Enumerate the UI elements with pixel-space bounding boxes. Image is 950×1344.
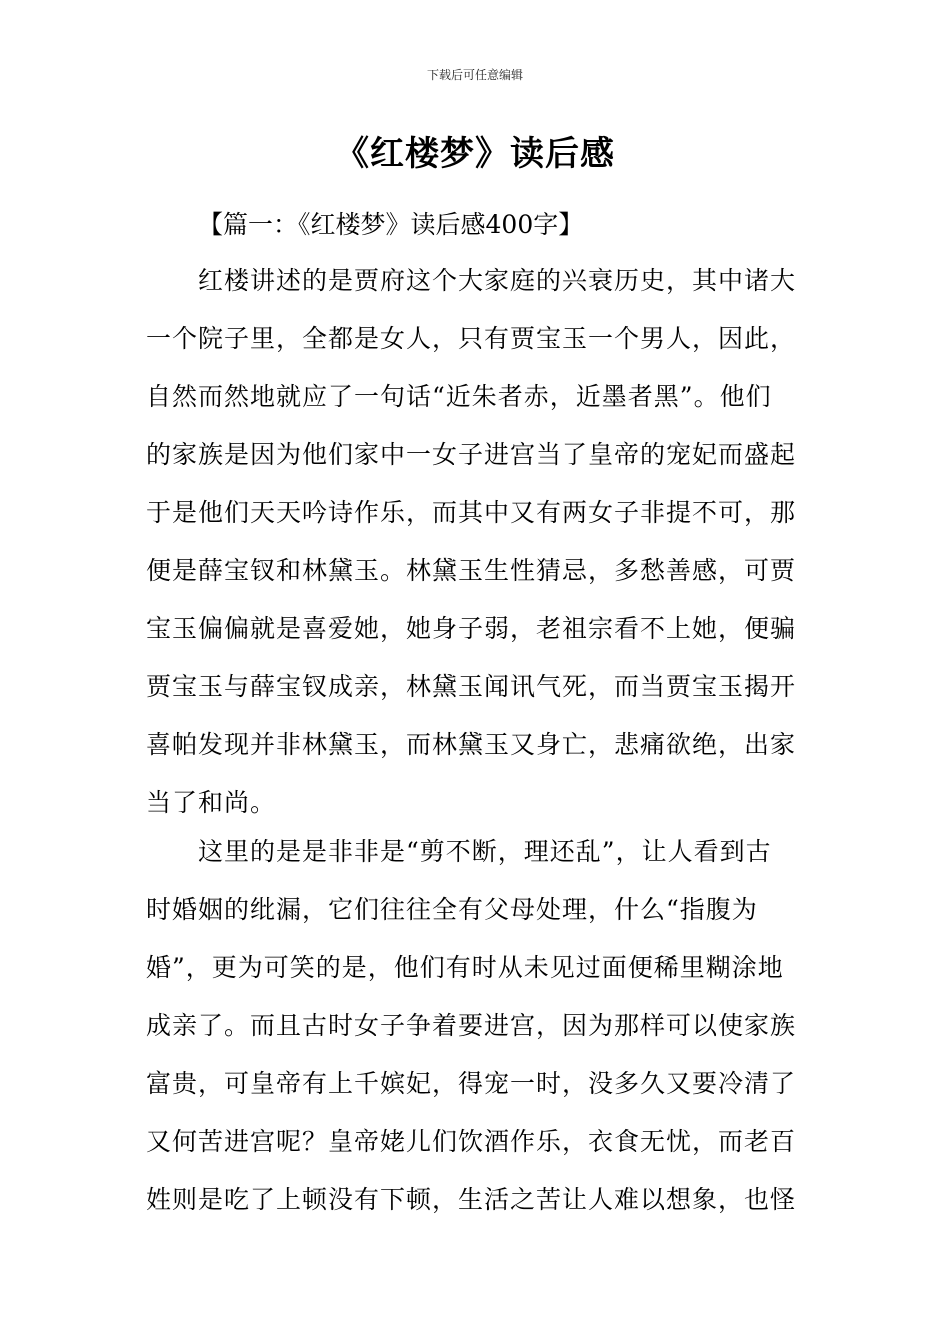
text-line: 便是薛宝钗和林黛玉。林黛玉生性猜忌，多愁善感，可贾 <box>146 556 797 585</box>
paragraph-2 <box>146 823 796 1229</box>
page-header-note: 下载后可任意编辑 <box>426 68 523 82</box>
section-heading: 【篇一：《红楼梦》读后感400字】 <box>198 210 584 239</box>
text-line: 这里的是是非非是“剪不断，理还乱”，让人看到古 <box>146 837 772 866</box>
text-line: 又何苦进宫呢？皇帝姥儿们饮酒作乐，衣食无忧，而老百 <box>146 1127 797 1156</box>
text-line: 婚”，更为可笑的是，他们有时从未见过面便稀里糊涂地 <box>146 953 784 982</box>
paragraph-1 <box>146 252 796 832</box>
text-line: 红楼讲述的是贾府这个大家庭的兴衰历史，其中诸大 <box>146 266 797 295</box>
text-line: 喜帕发现并非林黛玉，而林黛玉又身亡，悲痛欲绝，出家 <box>146 730 797 759</box>
text-line: 宝玉偏偏就是喜爱她，她身子弱，老祖宗看不上她，便骗 <box>146 614 797 643</box>
text-line: 的家族是因为他们家中一女子进宫当了皇帝的宠妃而盛起 <box>146 440 797 469</box>
document-title: 《红楼梦》读后感 <box>335 134 615 174</box>
text-line: 姓则是吃了上顿没有下顿，生活之苦让人难以想象，也怪 <box>146 1185 797 1214</box>
text-line: 时婚姻的纰漏，它们往往全有父母处理，什么“指腹为 <box>146 895 758 924</box>
text-line: 自然而然地就应了一句话“近朱者赤，近墨者黑”。他们 <box>146 382 772 411</box>
text-line: 一个院子里，全都是女人，只有贾宝玉一个男人，因此， <box>146 324 797 353</box>
text-line: 当了和尚。 <box>146 788 277 817</box>
text-line: 富贵，可皇帝有上千嫔妃，得宠一时，没多久又要冷清了 <box>146 1069 797 1098</box>
text-line: 贾宝玉与薛宝钗成亲，林黛玉闻讯气死，而当贾宝玉揭开 <box>146 672 797 701</box>
text-line: 成亲了。而且古时女子争着要进宫，因为那样可以使家族 <box>146 1011 797 1040</box>
text-line: 于是他们天天吟诗作乐，而其中又有两女子非提不可，那 <box>146 498 797 527</box>
